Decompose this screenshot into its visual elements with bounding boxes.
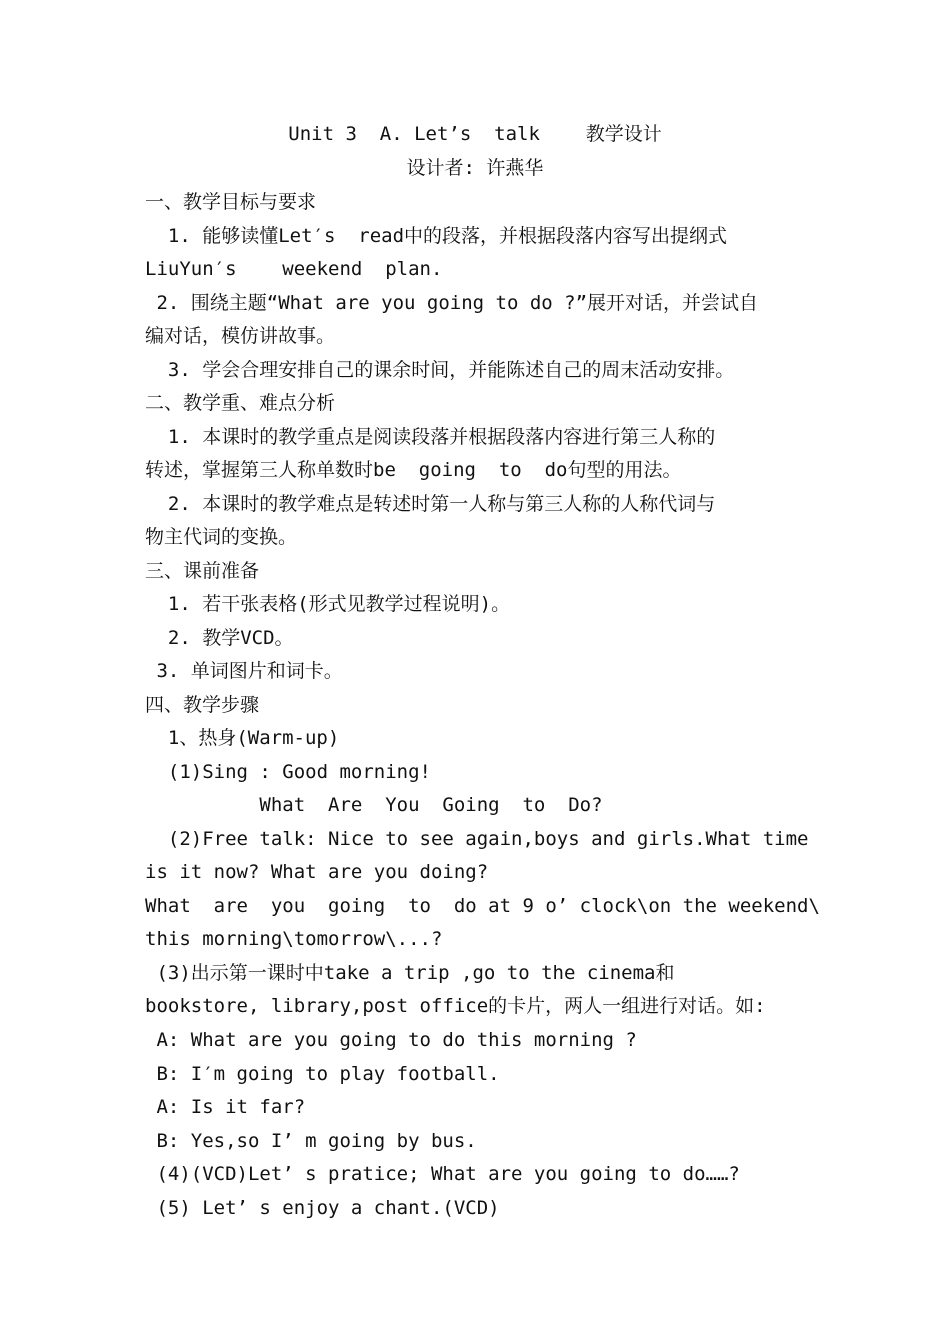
text-line: bookstore, library,post office的卡片，两人一组进行对话。如: bbox=[145, 995, 766, 1017]
dialogue-line: B: I′m going to play football. bbox=[145, 1063, 500, 1085]
document-title: Unit 3 A. Let’s talk 教学设计 bbox=[288, 123, 662, 145]
text-line: 1. 若干张表格(形式见教学过程说明)。 bbox=[145, 593, 511, 615]
section-heading-steps: 四、教学步骤 bbox=[145, 694, 260, 716]
text-line: What are you going to do at 9 o’ clock\on the weekend\ bbox=[145, 895, 820, 917]
text-line: is it now? What are you doing? bbox=[145, 861, 489, 883]
text-line: 2. 本课时的教学难点是转述时第一人称与第三人称的人称代词与 bbox=[145, 493, 716, 515]
text-line: 1. 本课时的教学重点是阅读段落并根据段落内容进行第三人称的 bbox=[145, 426, 716, 448]
text-line: 1. 能够读懂Let′s read中的段落，并根据段落内容写出提纲式 bbox=[145, 225, 728, 247]
text-line: (4)(VCD)Let’ s pratice; What are you going to do……? bbox=[145, 1163, 740, 1185]
dialogue-line: A: Is it far? bbox=[145, 1096, 306, 1118]
text-line: (2)Free talk: Nice to see again,boys and girls.What time bbox=[145, 828, 809, 850]
text-line: (5) Let’ s enjoy a chant.(VCD) bbox=[145, 1197, 500, 1219]
text-line: 1、热身(Warm-up) bbox=[145, 727, 340, 749]
text-line: 2. 教学VCD。 bbox=[145, 627, 294, 649]
section-heading-preparation: 三、课前准备 bbox=[145, 560, 260, 582]
text-line: (3)出示第一课时中take a trip ,go to the cinema和 bbox=[145, 962, 675, 984]
text-line: 3. 单词图片和词卡。 bbox=[145, 660, 343, 682]
text-line: 物主代词的变换。 bbox=[145, 526, 298, 548]
text-line: 3. 学会合理安排自己的课余时间，并能陈述自己的周末活动安排。 bbox=[145, 359, 735, 381]
text-line: 2. 围绕主题“What are you going to do ?”展开对话，并尝试自 bbox=[145, 292, 759, 314]
dialogue-line: B: Yes,so I’ m going by bus. bbox=[145, 1130, 477, 1152]
dialogue-line: A: What are you going to do this morning ? bbox=[145, 1029, 637, 1051]
text-line: this morning\tomorrow\...? bbox=[145, 928, 443, 950]
document-designer: 设计者: 许燕华 bbox=[406, 157, 544, 179]
section-heading-objectives: 一、教学目标与要求 bbox=[145, 191, 317, 213]
text-line: 编对话，模仿讲故事。 bbox=[145, 325, 336, 347]
section-heading-key-points: 二、教学重、难点分析 bbox=[145, 392, 336, 414]
text-line: 转述，掌握第三人称单数时be going to do句型的用法。 bbox=[145, 459, 682, 481]
text-line: What Are You Going to Do? bbox=[145, 794, 603, 816]
text-line: (1)Sing : Good morning! bbox=[145, 761, 431, 783]
text-line: LiuYun′s weekend plan. bbox=[145, 258, 443, 280]
